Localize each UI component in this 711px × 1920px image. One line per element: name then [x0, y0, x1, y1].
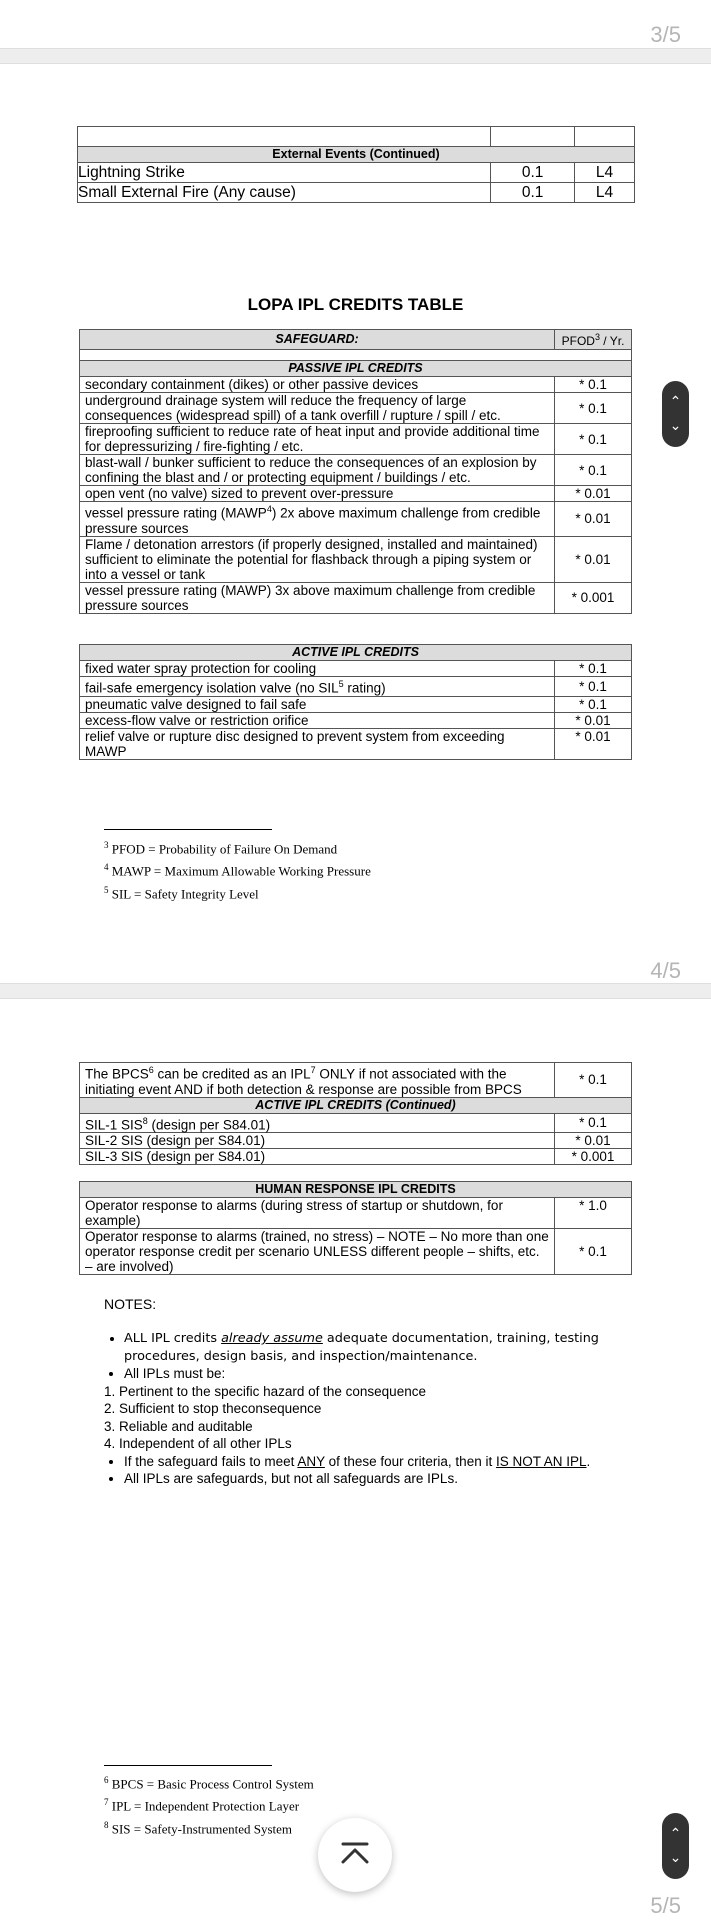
footnote: $^4$ MAWP = Maximum Allowable Working Pressure: [104, 862, 371, 879]
table-row: vessel pressure rating (MAWP) 3x above maximum challenge from credible pressure sources * 0.001: [80, 582, 632, 613]
passive-ipl-header: PASSIVE IPL CREDITS: [80, 361, 632, 377]
table-row: secondary containment (dikes) or other passive devices * 0.1: [80, 377, 632, 393]
active-ipl-continued-header: ACTIVE IPL CREDITS (Continued): [80, 1097, 632, 1113]
criteria-item: 2. Sufficient to stop theconsequence: [104, 1400, 624, 1418]
table-row: SIL-3 SIS (design per S84.01) * 0.001: [80, 1149, 632, 1165]
table-row: vessel pressure rating (MAWP$^4$) 2x above maximum challenge from credible pressure sources * 0.01: [80, 502, 632, 537]
external-events-header: External Events (Continued): [78, 147, 635, 163]
list-item: • All IPLs must be: 1. Pertinent to the specific hazard of the consequence 2. Sufficient to stop theconsequence 3. Reliable and auditable 4. Independent of all other IPLs: [124, 1365, 624, 1453]
footnotes: [104, 1771, 314, 1838]
human-response-table: [79, 1181, 632, 1275]
notes-list: [104, 1330, 624, 1488]
table-row: Flame / detonation arrestors (if properly designed, installed and maintained) sufficient to eliminate the potential for flashback through a piping system or into a vessel or tank * 0.01: [80, 536, 632, 582]
footnote: $^6$ BPCS = Basic Process Control System: [104, 1775, 314, 1792]
safeguard-column-header: SAFEGUARD:: [80, 330, 555, 350]
chevron-up-icon[interactable]: ⌃: [669, 1825, 682, 1841]
list-item: • All IPLs are safeguards, but not all safeguards are IPLs.: [124, 1470, 624, 1488]
chevron-down-icon[interactable]: ⌄: [669, 1849, 682, 1865]
page-number-3: 3/5: [650, 22, 681, 47]
table-row: fireproofing sufficient to reduce rate of heat input and provide additional time for depressurizing / fire-fighting / etc. * 0.1: [80, 424, 632, 455]
chevron-up-icon[interactable]: ⌃: [669, 393, 682, 409]
external-events-table: [77, 126, 635, 203]
table-row: fixed water spray protection for cooling * 0.1: [80, 661, 632, 677]
page-title: LOPA IPL CREDITS TABLE: [247, 295, 464, 314]
table-row: SIL-1 SIS$^8$ (design per S84.01) * 0.1: [80, 1113, 632, 1133]
passive-ipl-table: [79, 329, 632, 614]
table-row: Operator response to alarms (during stress of startup or shutdown, for example) * 1.0: [80, 1198, 632, 1229]
table-row: open vent (no valve) sized to prevent over-pressure * 0.01: [80, 486, 632, 502]
table-row: fail-safe emergency isolation valve (no SIL$^5$ rating) * 0.1: [80, 677, 632, 697]
footnote-divider: [104, 829, 272, 830]
table-row: excess-flow valve or restriction orifice * 0.01: [80, 712, 632, 728]
active-ipl-continued-table: [79, 1062, 632, 1165]
page-number-5: 5/5: [650, 1893, 681, 1918]
human-response-header: HUMAN RESPONSE IPL CREDITS: [80, 1182, 632, 1198]
table-row: blast-wall / bunker sufficient to reduce the consequences of an explosion by confining the blast and / or protecting equipment / buildings / etc. * 0.1: [80, 455, 632, 486]
footnote: $^3$ PFOD = Probability of Failure On Demand: [104, 840, 338, 857]
chevron-down-icon[interactable]: ⌄: [669, 417, 682, 433]
footnote: $^8$ SIS = Safety-Instrumented System: [104, 1819, 293, 1836]
scroll-to-top-button[interactable]: [318, 1818, 392, 1892]
table-row: underground drainage system will reduce the frequency of large consequences (widespread spill) of a tank overfill / rupture / spill / etc. * 0.1: [80, 393, 632, 424]
criteria-item: 1. Pertinent to the specific hazard of the consequence: [104, 1383, 624, 1401]
page-separator: [0, 983, 711, 999]
footnote-divider: [104, 1765, 272, 1766]
footnotes: [104, 836, 371, 903]
page-separator: [0, 48, 711, 64]
table-row: relief valve or rupture disc designed to prevent system from exceeding MAWP * 0.01: [80, 728, 632, 759]
active-ipl-header: ACTIVE IPL CREDITS: [80, 645, 632, 661]
active-ipl-table: [79, 644, 632, 760]
page-nav-control: [662, 381, 689, 447]
pfod-column-header: PFOD$^3$ / Yr.: [555, 330, 632, 350]
list-item: • ALL IPL credits already assume adequate documentation, training, testing procedures, design basis, and inspection/maintenance.: [124, 1330, 624, 1365]
table-row: Operator response to alarms (trained, no stress) – NOTE – No more than one operator response credit per scenario UNLESS different people – shifts, etc. – are involved) * 0.1: [80, 1229, 632, 1275]
footnote: $^7$ IPL = Independent Protection Layer: [104, 1797, 300, 1814]
table-row: pneumatic valve designed to fail safe * 0.1: [80, 696, 632, 712]
notes-title: NOTES:: [104, 1296, 157, 1312]
criteria-item: 3. Reliable and auditable: [104, 1418, 624, 1436]
table-row: Small External Fire (Any cause) 0.1 L4: [78, 183, 635, 203]
table-row: Lightning Strike 0.1 L4: [78, 163, 635, 183]
page-nav-control: [662, 1813, 689, 1879]
table-row: The BPCS$^6$ can be credited as an IPL$^7$ ONLY if not associated with the initiating event AND if both detection & response are possible from BPCS * 0.1: [80, 1063, 632, 1098]
list-item: • If the safeguard fails to meet ANY of these four criteria, then it IS NOT AN IPL.: [124, 1453, 624, 1471]
footnote: $^5$ SIL = Safety Integrity Level: [104, 884, 259, 901]
scroll-to-top-icon: [318, 1818, 392, 1892]
page-number-4: 4/5: [650, 958, 681, 983]
criteria-item: 4. Independent of all other IPLs: [104, 1435, 624, 1453]
table-row: SIL-2 SIS (design per S84.01) * 0.01: [80, 1133, 632, 1149]
